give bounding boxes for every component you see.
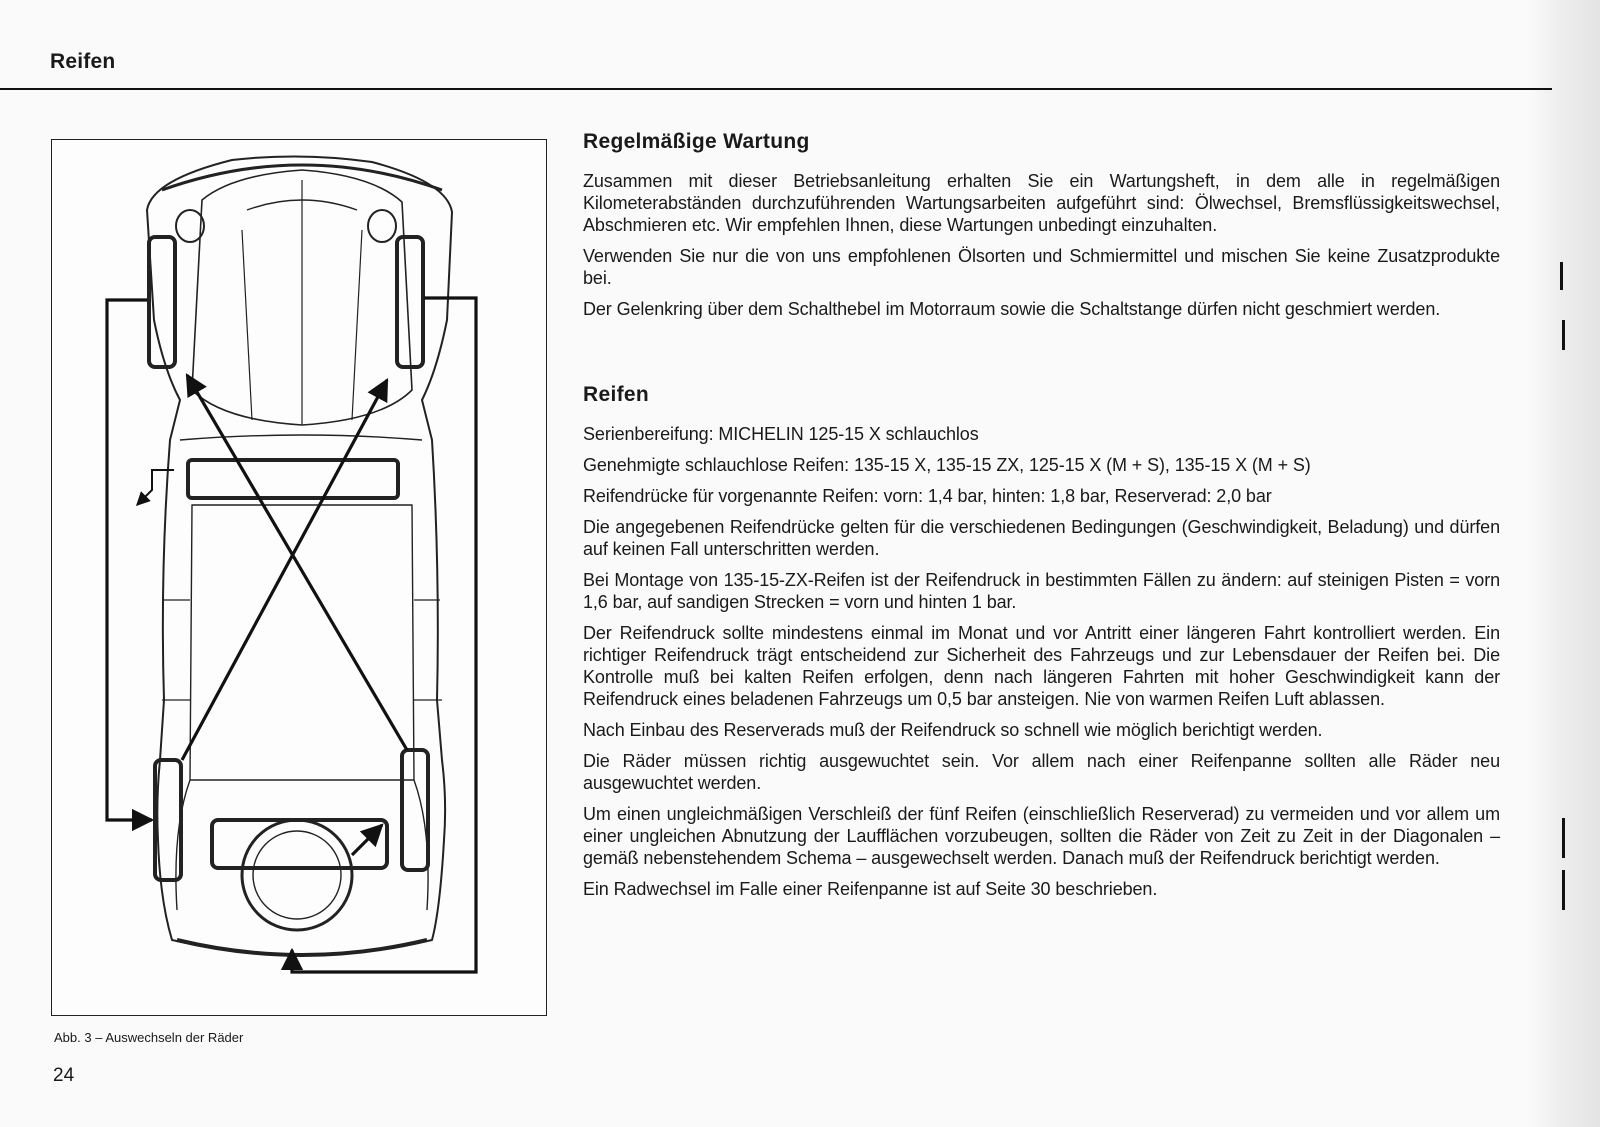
wheel-rear-right <box>402 750 428 870</box>
main-content <box>583 130 1500 909</box>
windshield <box>188 460 398 498</box>
section-maintenance <box>583 130 1500 320</box>
paragraph: Um einen ungleichmäßigen Verschleiß der fünf Reifen (einschließlich Reserverad) zu vermeiden und vor allem um einer ungleichen Abnutzung der Laufflächen vorzubeugen, sollten die Räder von Zeit zu Zeit in der Diagonalen – gemäß nebenstehendem Schema – ausgewechselt werden. Danach muß der Reifendruck berichtigt werden. <box>583 804 1500 868</box>
section-tires <box>583 383 1500 900</box>
section-heading: Reifen <box>583 383 649 406</box>
margin-mark <box>1562 320 1565 350</box>
paragraph: Verwenden Sie nur die von uns empfohlenen Ölsorten und Schmiermittel und mischen Sie keine Zusatzprodukte bei. <box>583 246 1500 288</box>
paragraph: Ein Radwechsel im Falle einer Reifenpanne ist auf Seite 30 beschrieben. <box>583 879 1158 899</box>
rotation-arrow-spare <box>352 825 382 855</box>
header-rule <box>0 88 1552 90</box>
car-top-view-tire-rotation-diagram <box>52 140 548 1017</box>
figure-caption: Abb. 3 – Auswechseln der Räder <box>54 1030 244 1045</box>
rear-bumper <box>177 940 427 955</box>
margin-mark <box>1562 818 1565 858</box>
page-number: 24 <box>53 1065 75 1086</box>
paragraph: Nach Einbau des Reserverads muß der Reifendruck so schnell wie möglich berichtigt werden. <box>583 720 1323 740</box>
page-edge-shadow <box>1530 0 1600 1127</box>
headlight-right <box>368 210 396 242</box>
section-heading: Regelmäßige Wartung <box>583 130 810 153</box>
margin-mark <box>1562 870 1565 910</box>
rotation-arrow-diagonal-2 <box>187 375 407 750</box>
paragraph: Die Räder müssen richtig ausgewuchtet sein. Vor allem nach einer Reifenpanne sollten alle Räder neu ausgewuchtet werden. <box>583 751 1500 793</box>
rotation-arrow-left <box>107 300 152 820</box>
headlight-left <box>176 210 204 242</box>
margin-mark <box>1560 262 1563 290</box>
spare-wheel <box>242 820 352 930</box>
paragraph: Der Gelenkring über dem Schalthebel im Motorraum sowie die Schaltstange dürfen nicht geschmiert werden. <box>583 299 1441 319</box>
paragraph: Zusammen mit dieser Betriebsanleitung erhalten Sie ein Wartungsheft, in dem alle in regelmäßigen Kilometerabständen durchzuführenden Wartungsarbeiten aufgeführt sind: Ölwechsel, Bremsflüssigkeitswechsel, Abschmieren etc. Wir empfehlen Ihnen, diese Wartungen unbedingt einzuhalten. <box>583 171 1500 235</box>
paragraph: Serienbereifung: MICHELIN 125-15 X schlauchlos <box>583 424 979 444</box>
figure-frame <box>51 139 547 1016</box>
rotation-arrow-right <box>292 298 476 972</box>
paragraph: Bei Montage von 135-15-ZX-Reifen ist der Reifendruck in bestimmten Fällen zu ändern: auf steinigen Pisten = vorn 1,6 bar, auf sandigen Strecken = vorn und hinten 1 bar. <box>583 570 1500 612</box>
paragraph: Der Reifendruck sollte mindestens einmal im Monat und vor Antritt einer längeren Fahrt kontrolliert werden. Ein richtiger Reifendruck trägt entscheidend zur Sicherheit des Fahrzeugs und zur Lebensdauer der Reifen bei. Die Kontrolle muß bei kalten Reifen erfolgen, denn nach längeren Fahrten mit hoher Geschwindigkeit kann der Reifendruck eines beladenen Fahrzeugs um 0,5 bar ansteigen. Nie von warmen Reifen Luft ablassen. <box>583 623 1500 709</box>
running-header-title: Reifen <box>50 50 116 73</box>
paragraph: Reifendrücke für vorgenannte Reifen: vorn: 1,4 bar, hinten: 1,8 bar, Reserverad: 2,0 bar <box>583 486 1272 506</box>
paragraph: Die angegebenen Reifendrücke gelten für die verschiedenen Bedingungen (Geschwindigkeit, Beladung) und dürfen auf keinen Fall unterschritten werden. <box>583 517 1500 559</box>
roof <box>190 505 414 780</box>
paragraph: Genehmigte schlauchlose Reifen: 135-15 X, 135-15 ZX, 125-15 X (M + S), 135-15 X (M + S) <box>583 455 1311 475</box>
